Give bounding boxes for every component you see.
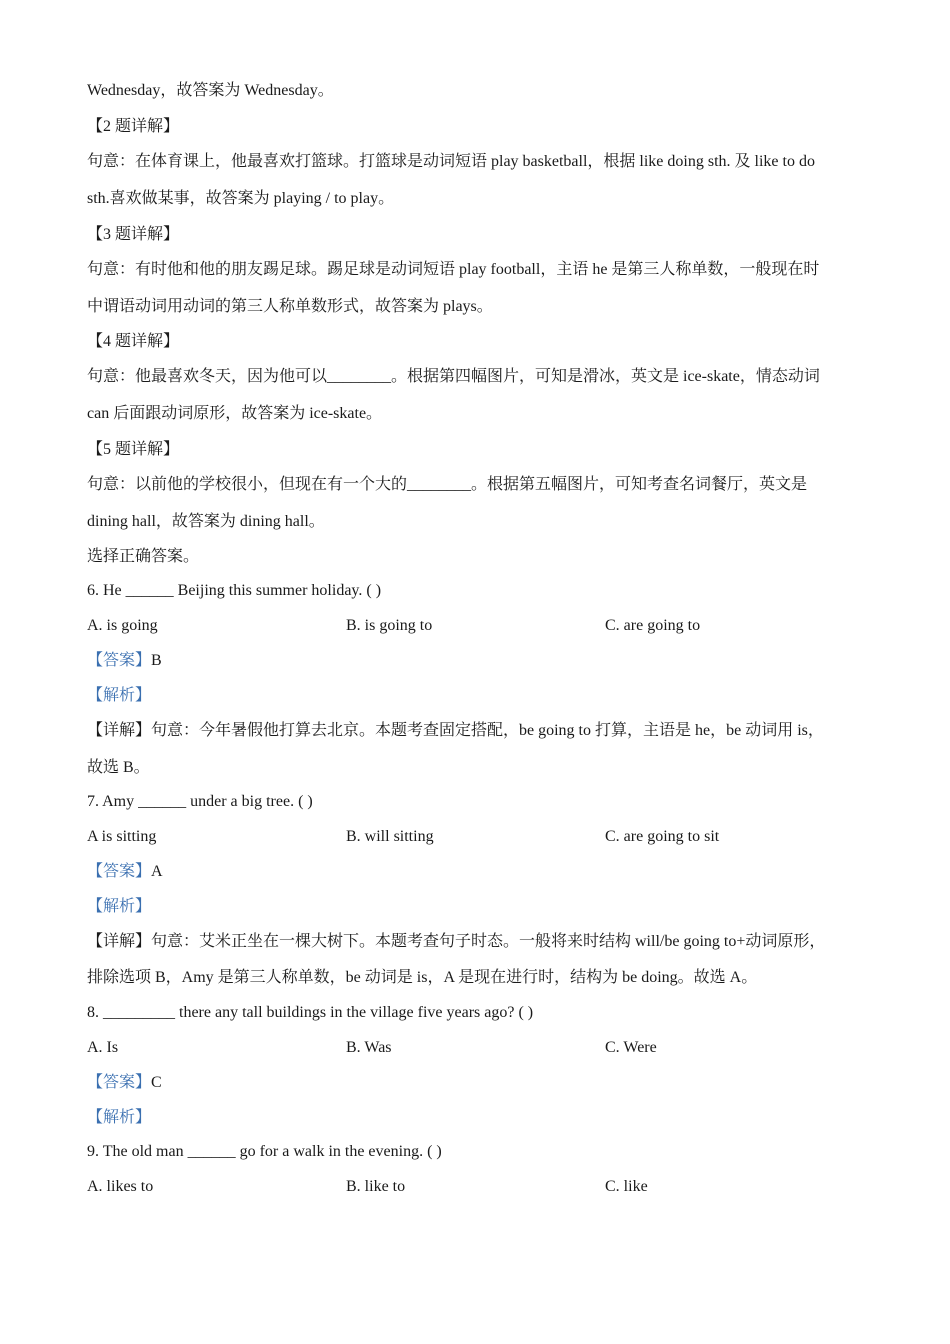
question-6-stem: 6. He ______ Beijing this summer holiday. ( ): [87, 582, 382, 599]
answer-label: 【答案】: [87, 652, 152, 669]
section-heading-2: 【2 题详解】: [87, 118, 180, 135]
text-line: can 后面跟动词原形，故答案为 ice-skate。: [87, 405, 383, 422]
question-9-option-c: C. like: [605, 1178, 648, 1195]
text-line: sth.喜欢做某事，故答案为 playing / to play。: [87, 190, 395, 207]
question-8-answer: [87, 1073, 867, 1093]
section-heading-3: 【3 题详解】: [87, 226, 180, 243]
text-line: 句意：他最喜欢冬天，因为他可以________。根据第四幅图片，可知是滑冰，英文是 ice-skate，情态动词: [87, 368, 820, 385]
answer-label: 【答案】: [87, 863, 152, 880]
question-7-analysis-label: 【解析】: [87, 898, 152, 915]
section-heading-4: 【4 题详解】: [87, 333, 180, 350]
answer-label: 【答案】: [87, 1074, 152, 1091]
question-6-option-c: C. are going to: [605, 617, 701, 634]
question-9-stem: 9. The old man ______ go for a walk in the evening. ( ): [87, 1143, 442, 1160]
question-8-option-a: A. Is: [87, 1039, 119, 1056]
answer-value: B: [151, 652, 162, 669]
text-line: dining hall，故答案为 dining hall。: [87, 513, 325, 530]
text-line: 句意：在体育课上，他最喜欢打篮球。打篮球是动词短语 play basketball，根据 like doing sth. 及 like to do: [87, 153, 815, 170]
instruction-line: 选择正确答案。: [87, 548, 200, 565]
question-7-option-b: B. will sitting: [346, 828, 434, 845]
text-line: Wednesday，故答案为 Wednesday。: [87, 82, 334, 99]
question-8-option-b: B. Was: [346, 1039, 392, 1056]
question-7-option-c: C. are going to sit: [605, 828, 720, 845]
question-6-answer: [87, 651, 867, 671]
question-7-answer: [87, 862, 867, 882]
answer-value: C: [151, 1074, 162, 1091]
answer-value: A: [151, 863, 163, 880]
question-9-option-a: A. likes to: [87, 1178, 154, 1195]
section-heading-5: 【5 题详解】: [87, 441, 180, 458]
question-8-option-c: C. Were: [605, 1039, 657, 1056]
question-7-detail: 排除选项 B，Amy 是第三人称单数，be 动词是 is，A 是现在进行时，结构为 be doing。故选 A。: [87, 969, 758, 986]
question-7-detail: 【详解】句意：艾米正坐在一棵大树下。本题考查句子时态。一般将来时结构 will/be going to+动词原形，: [87, 933, 826, 950]
question-7-stem: 7. Amy ______ under a big tree. ( ): [87, 793, 313, 810]
question-8-analysis-label: 【解析】: [87, 1109, 152, 1126]
question-7-option-a: A is sitting: [87, 828, 157, 845]
question-6-option-a: A. is going: [87, 617, 158, 634]
question-8-stem: 8. _________ there any tall buildings in the village five years ago? ( ): [87, 1004, 534, 1021]
question-6-option-b: B. is going to: [346, 617, 433, 634]
question-6-detail: 故选 B。: [87, 759, 150, 776]
text-line: 句意：以前他的学校很小，但现在有一个大的________。根据第五幅图片，可知考查名词餐厅，英文是: [87, 476, 808, 493]
question-9-option-b: B. like to: [346, 1178, 406, 1195]
question-6-detail: 【详解】句意：今年暑假他打算去北京。本题考查固定搭配，be going to 打算，主语是 he，be 动词用 is，: [87, 722, 824, 739]
text-line: 中谓语动词用动词的第三人称单数形式，故答案为 plays。: [87, 298, 493, 315]
text-line: 句意：有时他和他的朋友踢足球。踢足球是动词短语 play football，主语 he 是第三人称单数，一般现在时: [87, 261, 820, 278]
question-6-analysis-label: 【解析】: [87, 687, 152, 704]
